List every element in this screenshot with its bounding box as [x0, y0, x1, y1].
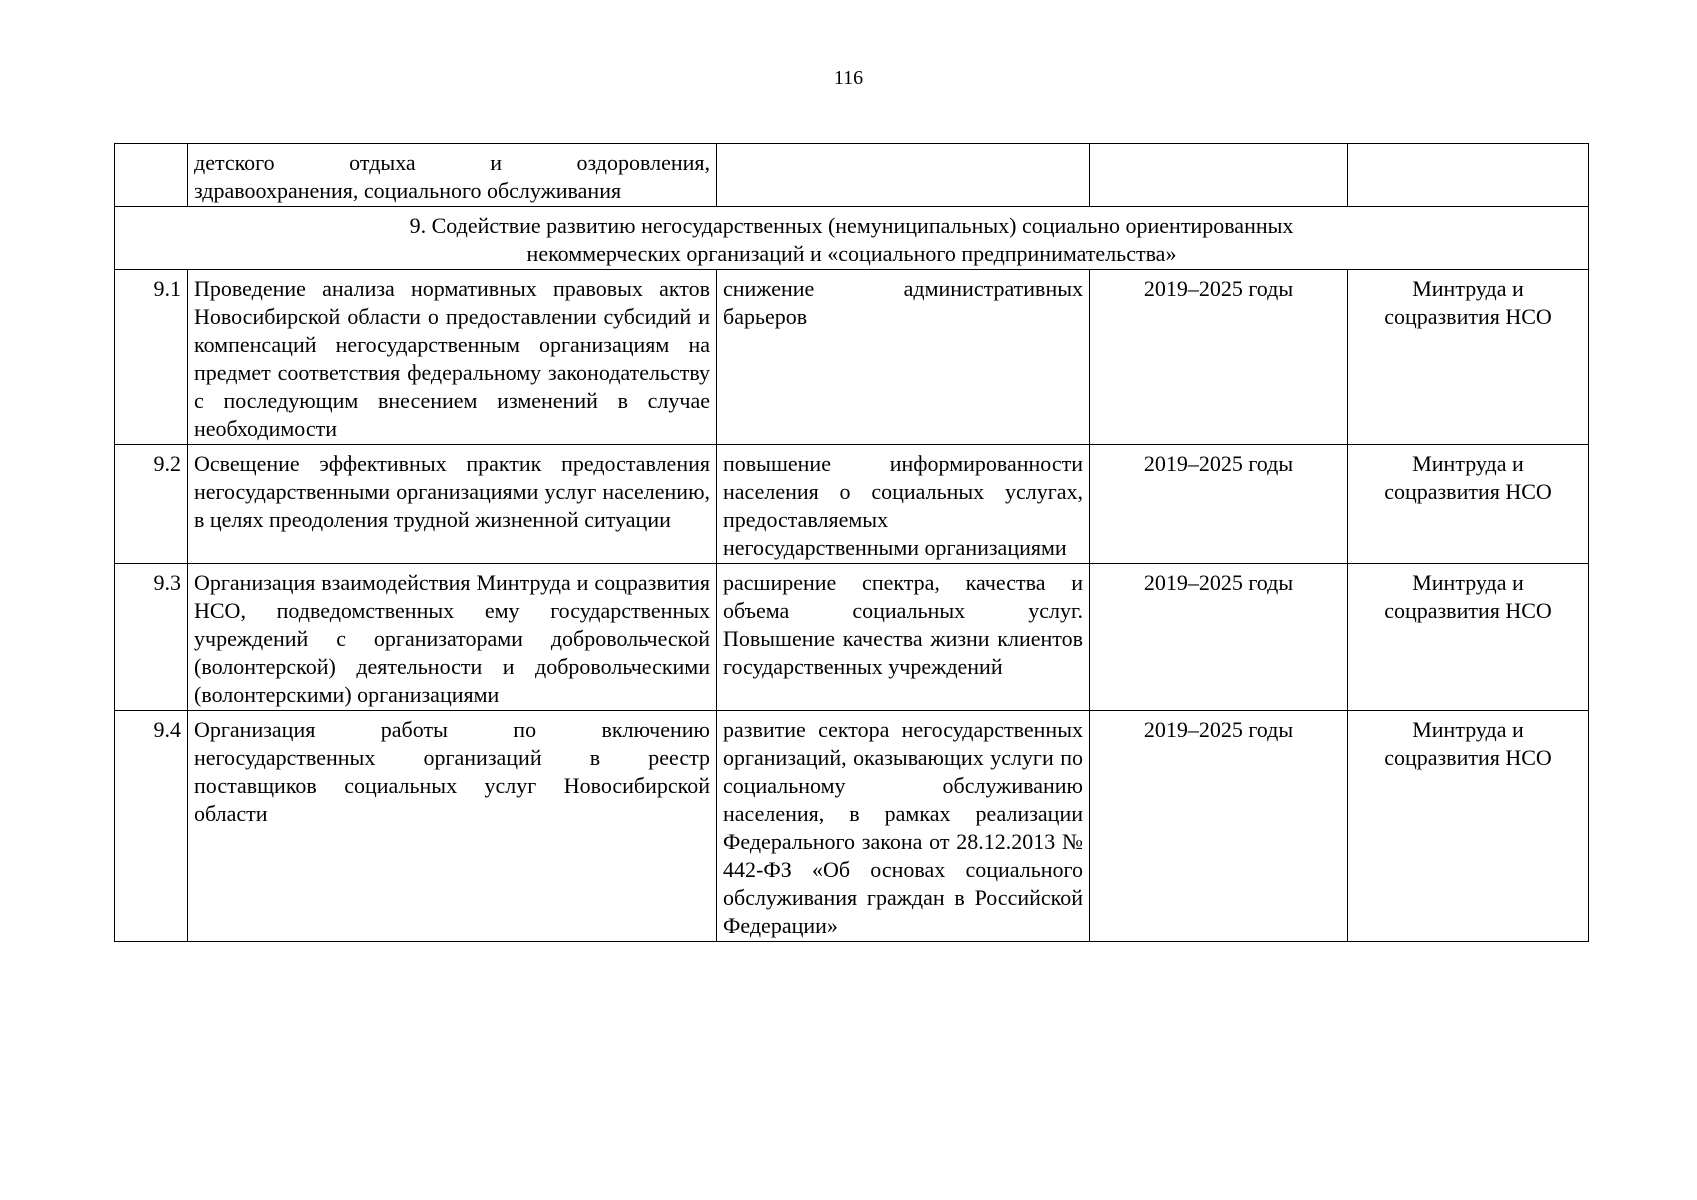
section-title [115, 207, 1589, 270]
cell-num [115, 144, 188, 207]
row-activity: Организация взаимодействия Минтруда и соцразвития НСО, подведомственных ему государственных учреждений с организаторами добровольческой (волонтерской) деятельности и добровольческими (волонтерскими) организациями [188, 564, 717, 711]
cell-responsible [1348, 144, 1589, 207]
responsible-line: Минтруда и [1412, 276, 1524, 301]
row-term: 2019–2025 годы [1090, 711, 1348, 942]
row-activity: Проведение анализа нормативных правовых актов Новосибирской области о предоставлении субсидий и компенсаций негосударственным организациям на предмет соответствия федеральному законодательству с последующим внесением изменений в случае необходимости [188, 270, 717, 445]
table-row [115, 564, 1589, 711]
table-row [115, 270, 1589, 445]
section-title-line: 9. Содействие развитию негосударственных (немуниципальных) социально ориентированных [409, 213, 1294, 238]
row-responsible [1348, 445, 1589, 564]
responsible-line: Минтруда и [1412, 570, 1524, 595]
responsible-line: соцразвития НСО [1384, 598, 1552, 623]
action-plan-table [114, 143, 1589, 942]
responsible-line: Минтруда и [1412, 717, 1524, 742]
activity-line: детского отдыха и оздоровления, [194, 150, 710, 175]
table-row [115, 445, 1589, 564]
row-responsible [1348, 270, 1589, 445]
responsible-line: соцразвития НСО [1384, 745, 1552, 770]
row-number: 9.3 [115, 564, 188, 711]
row-result: повышение информированности населения о социальных услугах, предоставляемых негосударственными организациями [717, 445, 1090, 564]
responsible-line: соцразвития НСО [1384, 304, 1552, 329]
section-row [115, 207, 1589, 270]
responsible-line: Минтруда и [1412, 451, 1524, 476]
row-activity: Освещение эффективных практик предоставления негосударственными организациями услуг населению, в целях преодоления трудной жизненной ситуации [188, 445, 717, 564]
row-result: расширение спектра, качества и объема социальных услуг. Повышение качества жизни клиентов государственных учреждений [717, 564, 1090, 711]
row-term: 2019–2025 годы [1090, 270, 1348, 445]
row-number: 9.1 [115, 270, 188, 445]
row-term: 2019–2025 годы [1090, 564, 1348, 711]
table-row [115, 711, 1589, 942]
row-activity: Организация работы по включению негосударственных организаций в реестр поставщиков социальных услуг Новосибирской области [188, 711, 717, 942]
row-number: 9.4 [115, 711, 188, 942]
activity-line: здравоохранения, социального обслуживания [194, 178, 622, 203]
row-result: развитие сектора негосударственных организаций, оказывающих услуги по социальному обслуживанию населения, в рамках реализации Федерального закона от 28.12.2013 № 442-ФЗ «Об основах социального обслуживания граждан в Российской Федерации» [717, 711, 1090, 942]
row-result: снижение административных барьеров [717, 270, 1090, 445]
row-number: 9.2 [115, 445, 188, 564]
cell-term [1090, 144, 1348, 207]
section-title-line: некоммерческих организаций и «социального предпринимательства» [526, 241, 1177, 266]
page-number: 116 [833, 67, 864, 89]
row-term: 2019–2025 годы [1090, 445, 1348, 564]
row-responsible [1348, 564, 1589, 711]
responsible-line: соцразвития НСО [1384, 479, 1552, 504]
cell-result [717, 144, 1090, 207]
cell-activity [188, 144, 717, 207]
table-row-continuation [115, 144, 1589, 207]
row-responsible [1348, 711, 1589, 942]
